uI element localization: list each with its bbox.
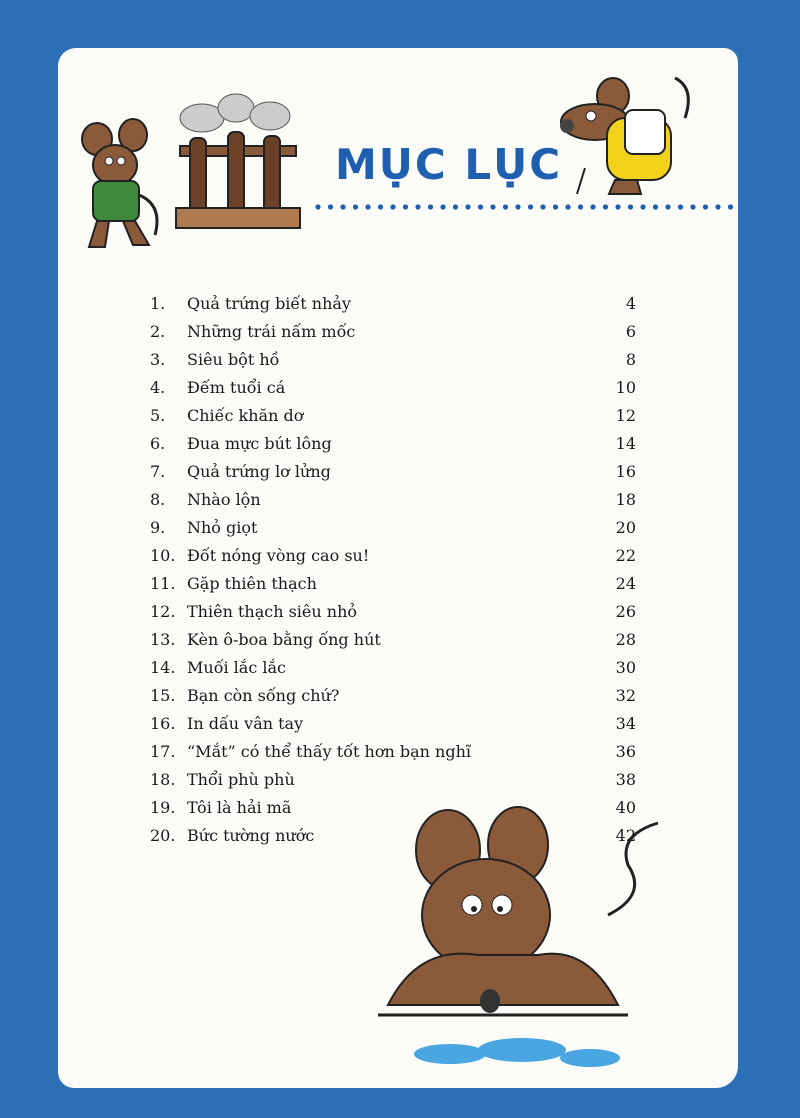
toc-item-page: 28	[615, 630, 636, 649]
toc-item-number: 10.	[150, 546, 176, 565]
dot	[678, 204, 683, 209]
toc-item[interactable]	[150, 434, 636, 462]
toc-item[interactable]	[150, 742, 636, 770]
toc-item[interactable]	[150, 630, 636, 658]
toc-item-title: Quả trứng lơ lửng	[187, 462, 331, 481]
toc-item[interactable]	[150, 322, 636, 350]
dot	[690, 204, 695, 209]
water-puddle-icon	[410, 1030, 630, 1078]
toc-item-page: 16	[615, 462, 636, 481]
toc-item-title: Chiếc khăn dơ	[187, 406, 304, 425]
toc-item-page: 36	[615, 742, 636, 761]
rat-scientist-icon	[545, 68, 715, 198]
dot	[590, 204, 595, 209]
toc-item-title: Bạn còn sống chứ?	[187, 686, 340, 705]
toc-item-page: 4	[625, 294, 636, 313]
test-tube-rack-icon	[168, 88, 304, 233]
toc-item-title: Gặp thiên thạch	[187, 574, 317, 593]
toc-item-page: 8	[625, 350, 636, 369]
dot	[440, 204, 445, 209]
toc-item-number: 14.	[150, 658, 176, 677]
toc-item-number: 3.	[150, 350, 166, 369]
toc-item-title: Thiên thạch siêu nhỏ	[187, 602, 358, 621]
dot	[365, 204, 370, 209]
toc-item-number: 12.	[150, 602, 176, 621]
toc-item[interactable]	[150, 658, 636, 686]
toc-item[interactable]	[150, 546, 636, 574]
toc-item-page: 22	[615, 546, 636, 565]
dotted-rule	[312, 200, 737, 214]
dot	[465, 204, 470, 209]
toc-item-number: 1.	[150, 294, 166, 313]
toc-item-title: Nhào lộn	[187, 490, 261, 509]
toc-item-number: 9.	[150, 518, 166, 537]
dot	[378, 204, 383, 209]
toc-item-title: Muối lắc lắc	[187, 658, 286, 677]
toc-item[interactable]	[150, 378, 636, 406]
toc-item-page: 32	[615, 686, 636, 705]
toc-item-page: 30	[615, 658, 636, 677]
toc-item[interactable]	[150, 770, 636, 798]
dot	[665, 204, 670, 209]
toc-item-number: 20.	[150, 826, 176, 845]
toc-item-number: 16.	[150, 714, 176, 733]
dot	[540, 204, 545, 209]
dot	[390, 204, 395, 209]
sad-rat-icon	[378, 805, 678, 1030]
dot	[428, 204, 433, 209]
toc-item-page: 34	[615, 714, 636, 733]
toc-item[interactable]	[150, 406, 636, 434]
dot	[315, 204, 320, 209]
toc-item-number: 15.	[150, 686, 176, 705]
toc-item-title: “Mắt” có thể thấy tốt hơn bạn nghĩ	[187, 742, 472, 761]
dot	[515, 204, 520, 209]
toc-item-number: 11.	[150, 574, 176, 593]
dot	[653, 204, 658, 209]
toc-item-number: 8.	[150, 490, 166, 509]
dot	[715, 204, 720, 209]
toc-item-number: 7.	[150, 462, 166, 481]
dot	[578, 204, 583, 209]
dot	[353, 204, 358, 209]
toc-item-title: Thổi phù phù	[187, 770, 295, 789]
toc-item-page: 42	[615, 826, 636, 845]
toc-item[interactable]	[150, 686, 636, 714]
toc-item-number: 6.	[150, 434, 166, 453]
dot	[490, 204, 495, 209]
toc-item-title: Đếm tuổi cá	[187, 378, 286, 397]
toc-item-number: 5.	[150, 406, 166, 425]
toc-item-page: 12	[615, 406, 636, 425]
toc-item-page: 38	[615, 770, 636, 789]
dot	[478, 204, 483, 209]
rat-in-shirt-icon	[75, 115, 170, 255]
toc-item[interactable]	[150, 294, 636, 322]
toc-item-number: 19.	[150, 798, 176, 817]
dot	[415, 204, 420, 209]
toc-item[interactable]	[150, 462, 636, 490]
toc-item-title: Kèn ô-boa bằng ống hút	[187, 630, 381, 649]
toc-item-page: 14	[615, 434, 636, 453]
toc-list	[150, 294, 636, 854]
dot	[628, 204, 633, 209]
toc-item-title: Tôi là hải mã	[187, 798, 292, 817]
dot	[503, 204, 508, 209]
toc-item-page: 18	[615, 490, 636, 509]
dot	[403, 204, 408, 209]
toc-item[interactable]	[150, 602, 636, 630]
dot	[453, 204, 458, 209]
toc-item[interactable]	[150, 490, 636, 518]
dot	[328, 204, 333, 209]
dot	[703, 204, 708, 209]
dot	[528, 204, 533, 209]
toc-item-number: 2.	[150, 322, 166, 341]
toc-item-page: 6	[625, 322, 636, 341]
toc-item-title: In dấu vân tay	[187, 714, 304, 733]
page-title: MỤC LỤC	[335, 140, 563, 189]
dot	[603, 204, 608, 209]
toc-item-title: Những trái nấm mốc	[187, 322, 356, 341]
toc-item-page: 10	[615, 378, 636, 397]
toc-item-number: 13.	[150, 630, 176, 649]
toc-item-number: 17.	[150, 742, 176, 761]
dot	[615, 204, 620, 209]
toc-item[interactable]	[150, 518, 636, 546]
toc-item-number: 18.	[150, 770, 176, 789]
toc-item-number: 4.	[150, 378, 166, 397]
dot	[340, 204, 345, 209]
toc-item-title: Quả trứng biết nhảy	[187, 294, 351, 313]
toc-item-title: Đốt nóng vòng cao su!	[187, 546, 370, 565]
toc-item-page: 24	[615, 574, 636, 593]
toc-item-title: Nhỏ giọt	[187, 518, 258, 537]
toc-item-page: 20	[615, 518, 636, 537]
toc-item-title: Bức tường nước	[187, 826, 315, 845]
toc-item[interactable]	[150, 714, 636, 742]
toc-item[interactable]	[150, 350, 636, 378]
dot	[553, 204, 558, 209]
dot	[565, 204, 570, 209]
toc-item-title: Đua mực bút lông	[187, 434, 332, 453]
toc-item-title: Siêu bột hồ	[187, 350, 280, 369]
toc-item-page: 40	[615, 798, 636, 817]
dot	[728, 204, 733, 209]
toc-item[interactable]	[150, 574, 636, 602]
toc-item-page: 26	[615, 602, 636, 621]
dot	[640, 204, 645, 209]
